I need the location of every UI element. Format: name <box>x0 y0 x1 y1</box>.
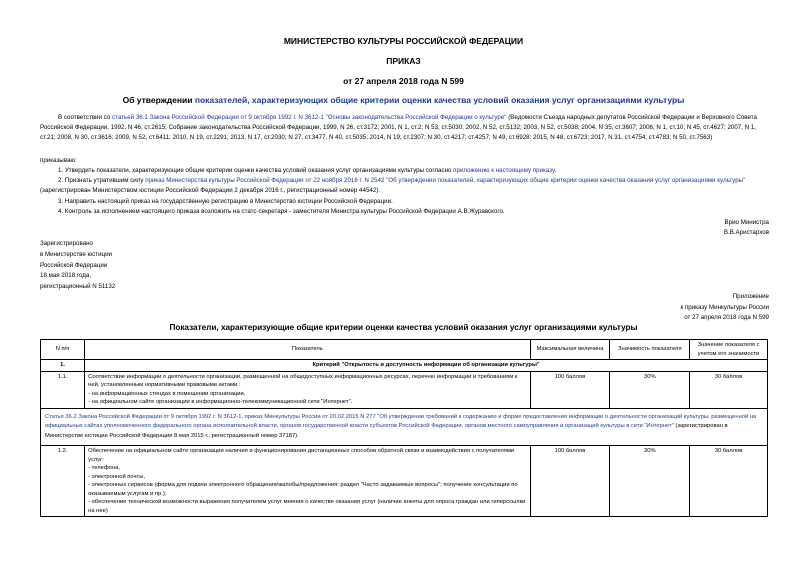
registration-line: Зарегистрировано <box>40 240 93 247</box>
item-2-end: (зарегистрирован Министерством юстиции Российской Федерации 2 декабря 2016 г., регистрационный номер 44542). <box>40 187 381 194</box>
row-subitem: - телефона, <box>88 465 120 471</box>
table-header-cell: Показатель <box>85 340 530 360</box>
preamble-text-rest: (Ведомости Съезда народных депутатов Российской Федерации и Верховного Совета Российской Федерации, 1992, N 46, ст.2615; Собрание законодательства Российской Федерации, 1999, N 26, ст.3172; 2001, N 1, ст.2; N 53, ст.5030; 2002, N 52, ст.5132; 2003, N 52, ст.5038; 2004, N 35, ст.3607; 2006, N 1, ст.10; N 45, ст.4627; 2007, N 1, ст.21; 2008, N 30, ст.3616; 2009, N 52, ст.6411; 2010, N 19, ст.2291; 2013, N 17, ст.2030; N 27, ст.3477, N 40, ст.5035; 2014, N 19, ст.2307; N 30, ст.4217; ст.4257; N 49, ст.6928; 2015, N 48, ст.6723; 2017, N 31, ст.4754; ст.4783; N 50, ст.7563) <box>40 114 757 141</box>
signature-name: В.В.Аристархов <box>723 229 769 236</box>
registration-line: 18 мая 2018 года, <box>40 272 92 280</box>
row-subitem: - на официальном сайте организации в информационно-телекоммуникационной сети "Интернет". <box>88 399 353 405</box>
appendix-line: Приложение <box>732 293 769 300</box>
criterion-number: 1. <box>41 360 85 372</box>
row-text: Соответствие информации о деятельности организации, размещенной на общедоступных информационных ресурсах, перечню информации и требованиям к ней, установленным нормативными правовыми актами : <box>88 373 518 388</box>
table-header-cell: Значение показателя с учетом его значимости <box>690 340 768 360</box>
signature-position: Врио Министра <box>724 219 769 226</box>
row-number: 1.2. <box>41 446 85 517</box>
row-max-value: 100 баллов <box>530 371 610 408</box>
row-subitem: - на информационных стендах в помещении организации, <box>88 390 246 397</box>
table-header-cell: N п/п <box>41 340 85 360</box>
appendix-header <box>680 292 769 324</box>
item-1 <box>40 166 770 176</box>
item-1-end: . <box>554 167 557 174</box>
row-subitem: - электронных сервисов (форма для подачи электронного обращения/жалобы/предложения; раздел "Часто задаваемые вопросы"; получение консультации по оказываемым услугам и пр.); <box>88 482 518 497</box>
appendix-line: к приказу Минкультуры России <box>680 303 769 311</box>
indicators-table <box>40 339 768 517</box>
table-header-row <box>41 340 768 360</box>
registration-line: регистрационный N 51132 <box>40 283 116 291</box>
doc-title-link[interactable]: показателей, характеризующих общие критерии оценки качества условий оказания услуг организациями культуры <box>194 95 685 105</box>
preamble-paragraph <box>40 113 770 143</box>
appendix-line: от 27 апреля 2018 года N 599 <box>684 314 769 321</box>
ministry-name: МИНИСТЕРСТВО КУЛЬТУРЫ РОССИЙСКОЙ ФЕДЕРАЦИИ <box>283 36 524 46</box>
registration-block <box>40 239 115 293</box>
row-max-value: 100 баллов <box>530 446 610 517</box>
table-header-cell: Значимость показателя <box>610 340 690 360</box>
criterion-title: Критерий "Открытость и доступность информации об организации культуры" <box>85 360 768 372</box>
row-weighted-value: 30 баллов <box>690 446 768 517</box>
row-number: 1.1. <box>41 371 85 408</box>
row-weight: 30% <box>610 446 690 517</box>
row-indicator <box>85 371 530 408</box>
preamble-text-start: В соответствии со <box>58 114 112 121</box>
doc-type: ПРИКАЗ <box>386 56 421 66</box>
row-indicator <box>85 446 530 517</box>
doc-date-number: от 27 апреля 2018 года N 599 <box>343 76 464 86</box>
item-3: 3. Направить настоящий приказ на государственную регистрацию в Министерство юстиции Российской Федерации. <box>58 198 393 205</box>
order-word: приказываю: <box>40 157 77 164</box>
repealed-order-link[interactable]: приказ Министерства культуры Российской Федерации от 22 ноября 2016 г. N 2542 "Об утверждении показателей, характеризующих общие критерии оценки качества оказания услуг организациями культуры" <box>145 177 746 184</box>
table-row <box>41 446 768 517</box>
item-2 <box>40 176 770 196</box>
doc-title-prefix: Об утверждении <box>122 95 195 105</box>
footnote-rest: (зарегистрирован в Министерстве юстиции Российской Федерации 8 мая 2015 г., регистрационный номер 37187). <box>45 423 728 439</box>
item-2-text: 2. Признать утратившим силу <box>58 177 146 184</box>
row-weight: 30% <box>610 371 690 408</box>
registration-line: в Министерстве юстиции <box>40 250 113 258</box>
footnote-row <box>41 408 768 446</box>
table-header-cell: Максимальная величина <box>530 340 610 360</box>
footnote-link[interactable]: Статья 36.2 Закона Российской Федерации от 9 октября 1992 г. N 3612-1, приказ Минкультуры России от 20.02.2015 N 277 "Об утверждении требований к содержанию и форме предоставления информации о деятельности организаций культуры, размещенной на официальных сайтах уполномоченного федерального органа исполнительной власти, органов государственной власти субъектов Российской Федерации, органов местного самоуправления и организаций культуры в сети "Интернет" <box>45 413 757 429</box>
item-4: 4. Контроль за исполнением настоящего приказа возложить на статс-секретаря - заместителя Министра культуры Российской Федерации А.В.Журавского. <box>58 208 505 215</box>
law-link[interactable]: статьей 36.1 Закона Российской Федерации от 9 октября 1992 г. N 3612-1 "Основы законодательства Российской Федерации о культуре" <box>111 114 507 121</box>
row-weighted-value: 30 баллов <box>690 371 768 408</box>
table-row <box>41 371 768 408</box>
footnote-cell <box>41 408 768 446</box>
row-subitem: - обеспечение технической возможности выражения получателем услуг мнения о качестве оказания услуг (наличие анкеты для опроса граждан или гиперссылки на нее) <box>88 499 526 514</box>
registration-line: Российской Федерации <box>40 261 108 269</box>
appendix-title: Показатели, характеризующие общие критерии оценки качества условий оказания услуг организациями культуры <box>169 323 638 332</box>
item-1-text: 1. Утвердить показатели, характеризующие общие критерии оценки качества условий оказания услуг организациями культуры согласно <box>58 167 454 174</box>
row-text: Обеспечение на официальном сайте организации наличия и функционирования дистанционных способов обратной связи и взаимодействия с получателями услуг: <box>88 448 515 463</box>
criterion-row <box>41 360 768 372</box>
appendix-link[interactable]: приложению к настоящему приказу <box>453 167 555 174</box>
row-subitem: - электронной почты, <box>88 473 145 480</box>
doc-title <box>0 95 807 105</box>
